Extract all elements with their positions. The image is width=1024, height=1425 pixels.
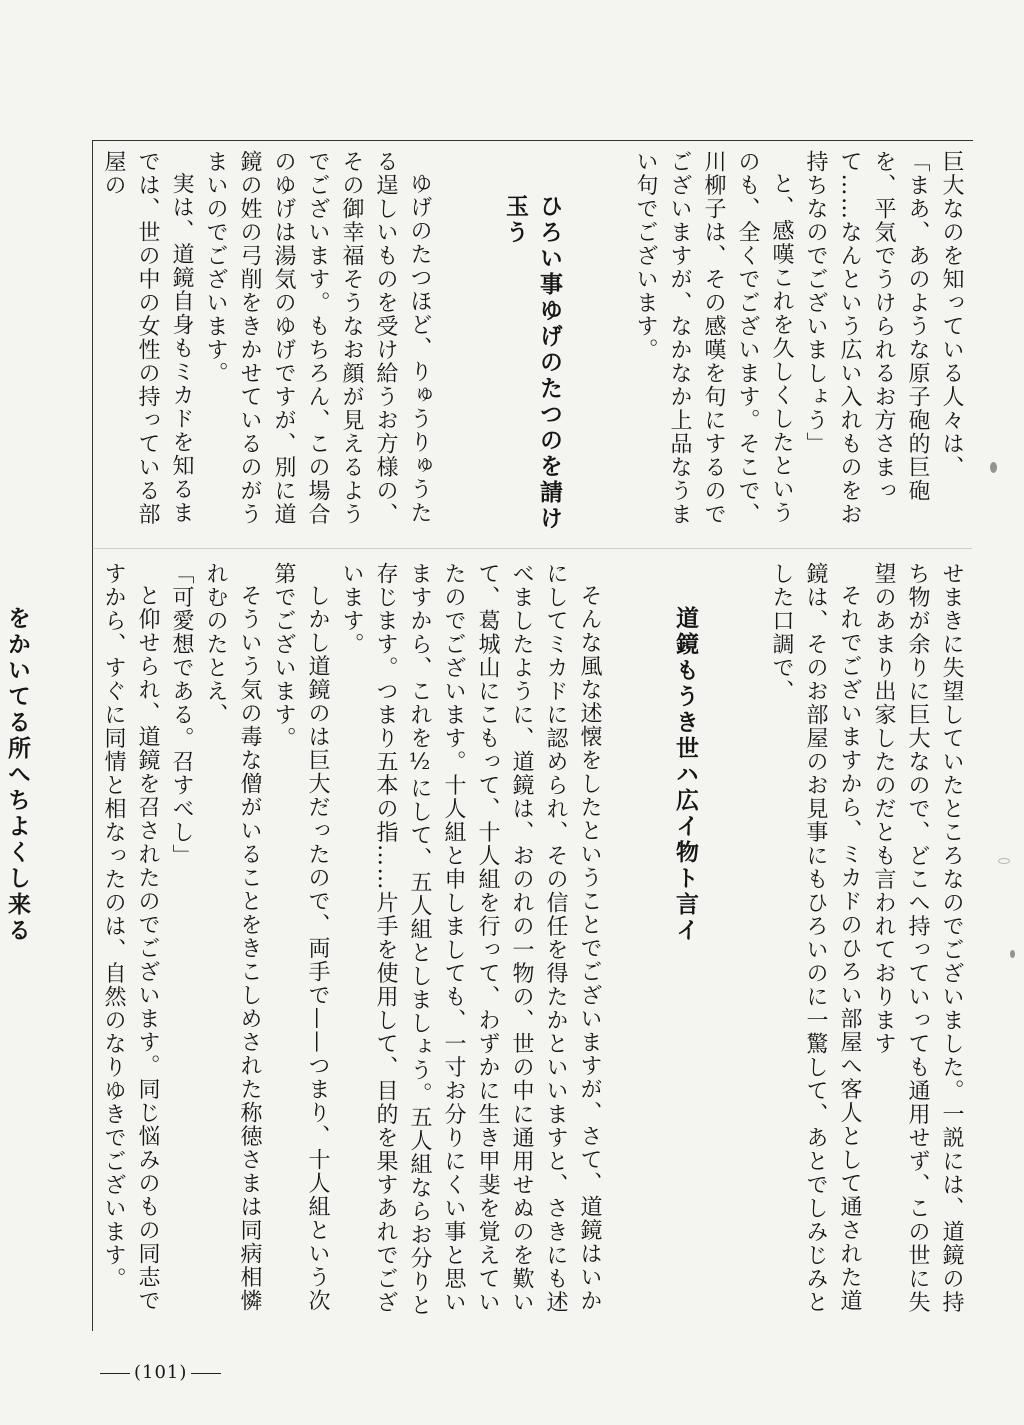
senryu-heading: をかいてる所へちよくし来る [4, 606, 30, 944]
paragraph: せまきに失望していたところなのでございました。一説には、道鏡の持ち物が余りに巨大なので、どこへ持っていっても通用せず、この世に失望のあまり出家したのだとも言われております [871, 562, 964, 1314]
paragraph: ゆげのたつほど、りゅうりゅうたる逞しいものを受け給うお方様の、その御幸福そうなお顔が見えるようでございます。もちろん、この場合のゆげは湯気のゆげですが、別に道鏡の姓の弓削をきかせているのがうまいのでございます。 [203, 150, 432, 526]
binding-mark [998, 858, 1010, 864]
upper-text-tier [100, 150, 968, 535]
spacer [594, 150, 628, 535]
paragraph: と仰せられ、道鏡を召されたのでございます。同じ悩みのもの同志ですから、すぐに同情と相なったのは、自然のなりゆきでございます。 [101, 562, 160, 1313]
ink-spot [1010, 950, 1015, 958]
spacer [606, 562, 640, 1332]
spacer [62, 562, 96, 1332]
senryu-heading: ひろい事ゆげのたつのを請け玉う [502, 194, 562, 532]
senryu-heading: 道鏡もうき世ハ広イ物ト言イ [672, 606, 698, 944]
quoted-speech: 「可愛想である。召すべし」 [169, 562, 194, 868]
dash-ornament [100, 1373, 130, 1374]
ink-spot [990, 462, 997, 473]
paragraph: そういう気の毒な僧がいることをきこしめされた称徳さまは同病相憐れむのたとえ、 [203, 562, 262, 1313]
page-number-footer [96, 1362, 225, 1383]
tier-divider [92, 548, 972, 549]
paragraph: しかし道鏡のは巨大だったので、両手で——つまり、十人組という次第でございます。 [271, 562, 330, 1313]
paragraph: と、感嘆これを久しくしたというのも、全くでございます。そこで、川柳子は、その感嘆を句にするのでございますが、なかなか上品なうまい句でございます。 [633, 150, 794, 526]
page-number: (101) [134, 1362, 188, 1383]
paragraph: 巨大なのを知っている人々は、 [939, 150, 964, 479]
paragraph: そんな風な述懐をしたということでございますが、さて、道鏡はいかにしてミカドに認められ、その信任を得たかといいますと、さきにも述べましたように、道鏡は、おのれの一物の、世の中に通用せぬのを歎いて、葛城山にこもって、十人組を行って、わずかに生き甲斐を覚えていたのでございます。十人組と申しましても、一寸お分りにくい事と思いますから、これを½にして、五人組としましょう。五人組ならお分りと存じます。つまり五本の指……片手を使用して、目的を果すあれでございます。 [339, 562, 602, 1317]
spacer [436, 150, 470, 535]
lower-text-tier [4, 562, 968, 1332]
dash-ornament [191, 1373, 221, 1374]
paragraph: 実は、道鏡自身もミカドを知るまでは、世の中の女性の持っている部屋の [101, 150, 194, 526]
spacer [730, 562, 764, 1332]
quoted-speech: 「まあ、あのような原子砲的巨砲を、平気でうけられるお方さまって……なんという広い入れものをお持ちなのでございましょう」 [803, 150, 930, 526]
paragraph: それでございますから、ミカドのひろい部屋へ客人として通された道鏡は、そのお部屋のお見事にもひろいのに一驚して、あとでしみじみとした口調で、 [769, 562, 862, 1314]
